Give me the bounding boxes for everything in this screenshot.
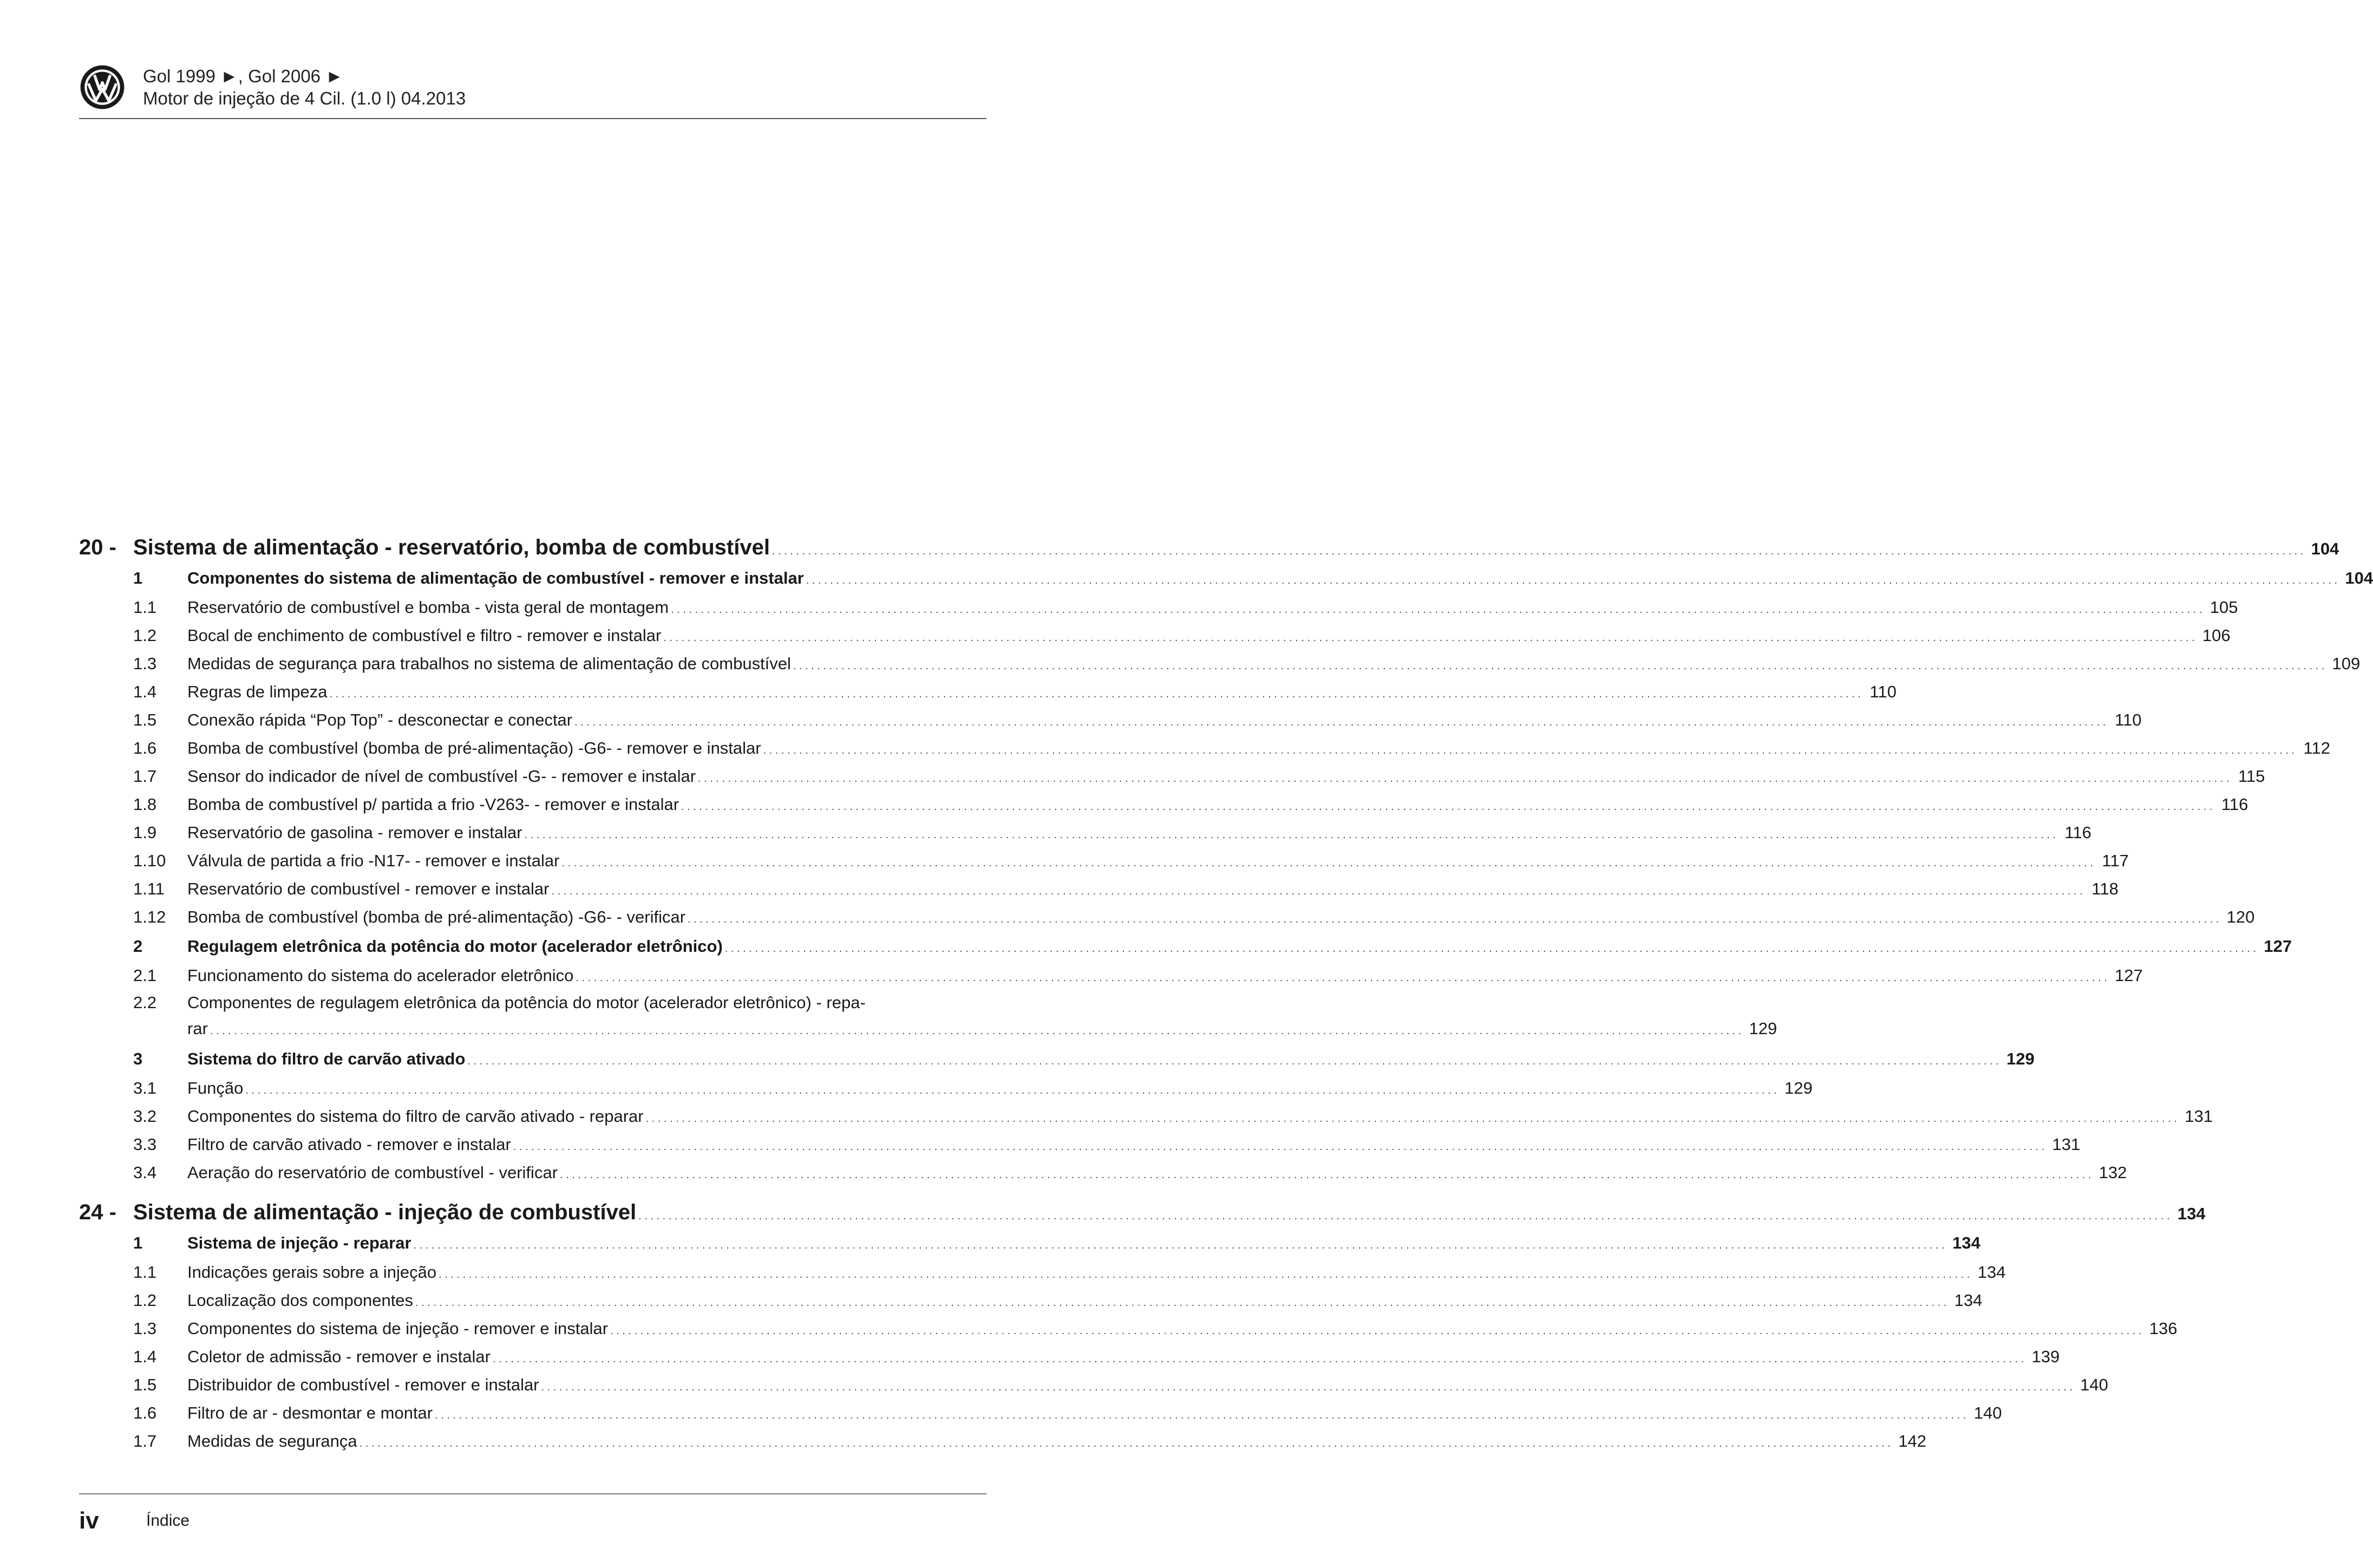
toc-subsection-entry[interactable] [79, 1159, 2127, 1187]
entry-title: Medidas de segurança [187, 1427, 359, 1455]
toc-section-entry[interactable] [79, 563, 2373, 593]
entry-page-number: 127 [2264, 937, 2292, 956]
toc-subsection-entry[interactable] [79, 1371, 2108, 1399]
toc-subsection-entry[interactable] [79, 1102, 2213, 1131]
entry-title: Filtro de carvão ativado - remover e instalar [187, 1131, 513, 1159]
entry-number: 1.6 [133, 1403, 157, 1422]
entry-title: Localização dos componentes [187, 1286, 415, 1315]
entry-title: Componentes do sistema de injeção - remover e instalar [187, 1315, 610, 1343]
entry-page-number: 110 [1869, 682, 1897, 701]
entry-number: 3.3 [133, 1135, 157, 1154]
toc-section-entry[interactable] [79, 1228, 1980, 1258]
toc-subsection-entry[interactable] [79, 903, 2255, 931]
entry-number: 1.2 [133, 626, 157, 645]
leader-dots [610, 1315, 2141, 1345]
entry-title: Regras de limpeza [187, 678, 329, 706]
entry-page-number: 134 [1977, 1263, 2006, 1282]
toc-subsection-entry[interactable] [79, 962, 2143, 990]
leader-dots [359, 1427, 1891, 1458]
toc-subsection-entry[interactable] [79, 1286, 1983, 1315]
page-header [79, 60, 986, 119]
leader-dots [688, 903, 2219, 933]
entry-title: Componentes de regulagem eletrônica da potência do motor (acelerador eletrônico) - repa- [187, 990, 958, 1016]
entry-title: Componentes do sistema de alimentação de combustível - remover e instalar [187, 563, 806, 593]
chapter-title: Sistema de alimentação - reservatório, bomba de combustível [133, 535, 772, 560]
toc-subsection-entry[interactable] [79, 1258, 2006, 1286]
leader-dots [793, 650, 2324, 680]
toc-chapter-heading[interactable] [79, 524, 2339, 563]
entry-number: 1.10 [133, 851, 166, 870]
entry-number: 1 [133, 569, 143, 587]
table-of-contents [79, 524, 2373, 1455]
entry-page-number: 109 [2332, 654, 2361, 673]
entry-number: 1.5 [133, 710, 157, 729]
entry-number: 1.9 [133, 823, 157, 842]
entry-page-number: 115 [2238, 767, 2265, 786]
entry-page-number: 129 [1749, 1019, 1777, 1038]
toc-subsection-entry[interactable] [79, 762, 2265, 790]
toc-subsection-entry[interactable] [79, 678, 1897, 706]
toc-subsection-entry[interactable] [79, 650, 2361, 678]
entry-page-number: 132 [2099, 1163, 2127, 1182]
entry-page-number: 136 [2149, 1319, 2178, 1338]
entry-page-number: 118 [2091, 879, 2119, 898]
toc-subsection-entry[interactable] [79, 875, 2119, 903]
entry-title: Sistema do filtro de carvão ativado [187, 1044, 467, 1074]
entry-title: Reservatório de gasolina - remover e instalar [187, 819, 525, 847]
entry-title: Reservatório de combustível e bomba - vista geral de montagem [187, 593, 671, 622]
entry-page-number: 120 [2226, 907, 2255, 926]
entry-title: Indicações gerais sobre a injeção [187, 1258, 439, 1286]
leader-dots [576, 962, 2107, 992]
leader-dots [561, 847, 2093, 877]
entry-page-number: 129 [1784, 1079, 1813, 1097]
leader-dots [806, 563, 2337, 596]
toc-section-entry[interactable] [79, 1044, 2035, 1074]
entry-number: 1.1 [133, 598, 157, 617]
entry-title: Distribuidor de combustível - remover e instalar [187, 1371, 541, 1399]
entry-title: Aeração do reservatório de combustível - verificar [187, 1159, 560, 1187]
entry-title: Funcionamento do sistema do acelerador eletrônico [187, 962, 576, 990]
leader-dots [525, 819, 2056, 849]
entry-title-wrap [187, 990, 1777, 1044]
entry-number: 1.7 [133, 1432, 157, 1451]
entry-page-number: 140 [2080, 1375, 2108, 1394]
entry-page-number: 129 [2006, 1049, 2035, 1068]
page-footer [79, 1493, 986, 1534]
entry-number: 3.2 [133, 1107, 157, 1126]
toc-subsection-entry[interactable] [79, 1399, 2002, 1427]
leader-dots [439, 1258, 1970, 1289]
entry-number: 1.11 [133, 879, 165, 898]
entry-page-number: 131 [2185, 1107, 2213, 1126]
toc-subsection-entry[interactable] [79, 819, 2091, 847]
entry-number: 1.6 [133, 739, 157, 757]
entry-page-number: 139 [2031, 1347, 2060, 1366]
entry-number: 1 [133, 1233, 143, 1252]
leader-dots [681, 790, 2212, 821]
entry-page-number: 105 [2209, 598, 2238, 617]
entry-page-number: 116 [2064, 823, 2091, 842]
entry-number: 2.2 [133, 993, 157, 1012]
header-model-line: Gol 1999 ►, Gol 2006 ► [143, 66, 343, 86]
entry-page-number: 134 [1954, 1291, 1983, 1310]
entry-title: Reservatório de combustível - remover e instalar [187, 875, 551, 903]
entry-number: 3.1 [133, 1079, 157, 1097]
entry-title: Bomba de combustível (bomba de pré-alimentação) -G6- - verificar [187, 903, 688, 931]
entry-title: Regulagem eletrônica da potência do motor (acelerador eletrônico) [187, 931, 725, 962]
entry-title: Medidas de segurança para trabalhos no sistema de alimentação de combustível [187, 650, 793, 678]
entry-page-number: 112 [2303, 739, 2330, 757]
entry-number: 1.12 [133, 907, 166, 926]
leader-dots [210, 1016, 1741, 1044]
leader-dots [671, 593, 2202, 624]
leader-dots [493, 1343, 2024, 1373]
leader-dots [415, 1286, 1946, 1317]
leader-dots [663, 622, 2194, 652]
leader-dots [513, 1131, 2044, 1161]
leader-dots [435, 1399, 1966, 1429]
toc-subsection-entry[interactable] [79, 734, 2330, 762]
entry-title-continued: rar [187, 1016, 210, 1042]
entry-number: 1.8 [133, 795, 157, 814]
leader-dots [698, 762, 2229, 793]
leader-dots [560, 1159, 2091, 1189]
entry-page-number: 104 [2345, 569, 2373, 587]
entry-page-number: 117 [2102, 851, 2129, 870]
entry-number: 1.5 [133, 1375, 157, 1394]
toc-subsection-entry[interactable] [79, 706, 2142, 734]
entry-title: Filtro de ar - desmontar e montar [187, 1399, 435, 1427]
footer-section-label: Índice [146, 1512, 190, 1530]
header-text [143, 65, 466, 109]
entry-page-number: 140 [1973, 1403, 2002, 1422]
entry-title: Sistema de injeção - reparar [187, 1228, 414, 1258]
toc-subsection-entry[interactable] [79, 990, 1777, 1044]
toc-subsection-entry[interactable] [79, 1131, 2081, 1159]
entry-title: Válvula de partida a frio -N17- - remover e instalar [187, 847, 561, 875]
entry-title: Bomba de combustível p/ partida a frio -V263- - remover e instalar [187, 790, 681, 819]
toc-subsection-entry[interactable] [79, 1074, 1813, 1102]
leader-dots [646, 1102, 2177, 1133]
leader-dots [551, 875, 2082, 905]
chapter-page-number: 104 [2311, 539, 2339, 558]
entry-page-number: 110 [2115, 710, 2142, 729]
entry-number: 1.3 [133, 1319, 157, 1338]
entry-page-number: 127 [2115, 966, 2143, 985]
leader-dots [467, 1044, 1998, 1076]
toc-subsection-entry[interactable] [79, 1315, 2178, 1343]
toc-subsection-entry[interactable] [79, 790, 2248, 819]
leader-dots [772, 535, 2303, 560]
leader-dots [541, 1371, 2073, 1401]
toc-subsection-entry[interactable] [79, 847, 2129, 875]
entry-page-number: 131 [2052, 1135, 2081, 1154]
footer-page-number: iv [79, 1507, 99, 1534]
chapter-title: Sistema de alimentação - injeção de combustível [133, 1200, 638, 1225]
entry-number: 1.4 [133, 682, 157, 701]
entry-number: 3 [133, 1049, 143, 1068]
entry-title: Coletor de admissão - remover e instalar [187, 1343, 493, 1371]
leader-dots [329, 678, 1860, 708]
chapter-number: 20 - [79, 535, 116, 559]
toc-subsection-entry[interactable] [79, 593, 2238, 622]
entry-title: Sensor do indicador de nível de combustível -G- - remover e instalar [187, 762, 698, 790]
leader-dots [763, 734, 2294, 765]
entry-number: 2 [133, 937, 143, 956]
leader-dots [245, 1074, 1776, 1105]
entry-title: Bocal de enchimento de combustível e filtro - remover e instalar [187, 622, 663, 650]
entry-number: 3.4 [133, 1163, 157, 1182]
entry-title: Componentes do sistema do filtro de carvão ativado - reparar [187, 1102, 646, 1131]
chapter-number: 24 - [79, 1200, 116, 1224]
entry-page-number: 106 [2202, 626, 2231, 645]
entry-title: Função [187, 1074, 245, 1102]
leader-dots [638, 1200, 2169, 1225]
entry-number: 1.3 [133, 654, 157, 673]
leader-dots [574, 706, 2106, 736]
toc-subsection-entry[interactable] [79, 1343, 2060, 1371]
entry-number: 1.2 [133, 1291, 157, 1310]
entry-page-number: 134 [1952, 1233, 1980, 1252]
toc-subsection-entry[interactable] [79, 622, 2231, 650]
leader-dots [414, 1228, 1945, 1260]
toc-section-entry[interactable] [79, 931, 2292, 962]
entry-number: 1.4 [133, 1347, 157, 1366]
chapter-page-number: 134 [2177, 1204, 2206, 1223]
entry-title-line2 [187, 1016, 1777, 1044]
entry-page-number: 142 [1898, 1432, 1926, 1451]
entry-page-number: 116 [2221, 795, 2248, 814]
header-engine-line: Motor de injeção de 4 Cil. (1.0 l) 04.2013 [143, 88, 466, 108]
entry-number: 2.1 [133, 966, 157, 985]
toc-subsection-entry[interactable] [79, 1427, 1926, 1455]
leader-dots [725, 931, 2256, 964]
toc-chapter-heading[interactable] [79, 1189, 2206, 1228]
vw-logo-icon [79, 64, 126, 110]
entry-number: 1.1 [133, 1263, 157, 1282]
entry-title: Bomba de combustível (bomba de pré-alimentação) -G6- - remover e instalar [187, 734, 763, 762]
entry-title: Conexão rápida “Pop Top” - desconectar e conectar [187, 706, 574, 734]
entry-number: 1.7 [133, 767, 157, 786]
